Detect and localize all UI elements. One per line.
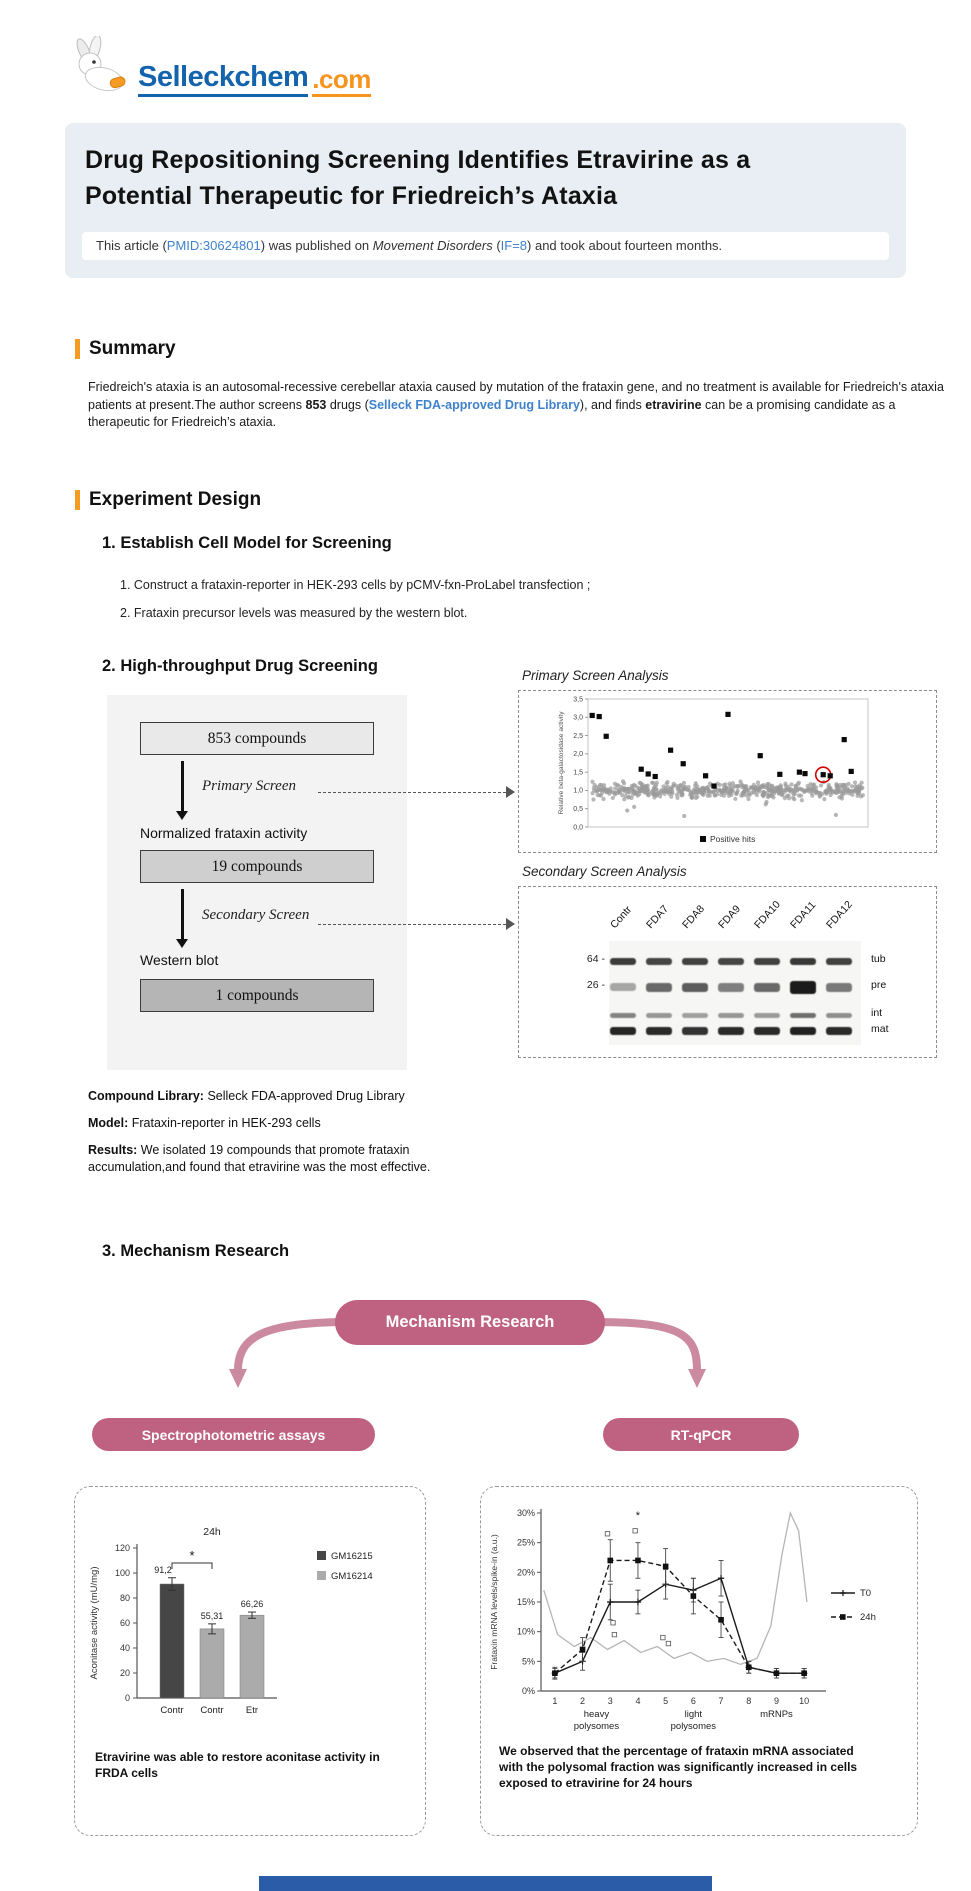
summary-bold-etravirine: etravirine xyxy=(645,397,702,412)
svg-text:Contr: Contr xyxy=(200,1705,224,1716)
svg-text:30%: 30% xyxy=(516,1508,535,1518)
aconitase-bar-chart xyxy=(77,1493,423,1741)
polysome-figure-box xyxy=(480,1486,918,1836)
down-arrow xyxy=(181,889,184,939)
svg-text:heavy: heavy xyxy=(583,1709,610,1720)
compound-library-line xyxy=(88,1088,436,1105)
article-meta-bar xyxy=(82,232,889,260)
blot-lane-label: FDA12 xyxy=(824,898,855,931)
meta-text: ( xyxy=(492,238,501,253)
summary-paragraph xyxy=(88,379,950,432)
svg-text:0,5: 0,5 xyxy=(573,806,583,814)
svg-text:*: * xyxy=(189,1548,195,1563)
blot-band xyxy=(826,1027,852,1035)
summary-heading-text: Summary xyxy=(89,338,176,359)
svg-text:Etr: Etr xyxy=(245,1705,259,1716)
svg-text:*: * xyxy=(635,1509,641,1522)
primary-screen-label: Primary Screen xyxy=(202,778,296,794)
drug-library-link[interactable]: Selleck FDA-approved Drug Library xyxy=(368,397,580,412)
compound-library-label: Compound Library: xyxy=(88,1089,204,1103)
svg-text:15%: 15% xyxy=(516,1597,535,1607)
aconitase-figure-box xyxy=(74,1486,426,1836)
normalized-frataxin-activity-label: Normalized frataxin activity xyxy=(140,825,308,841)
svg-text:10%: 10% xyxy=(516,1626,535,1637)
svg-text:light: light xyxy=(684,1709,703,1720)
beta-galactosidase-scatter-plot xyxy=(519,691,933,848)
blot-band xyxy=(754,1027,780,1035)
dashed-connector-line xyxy=(318,924,506,925)
study-info-block xyxy=(88,1088,436,1186)
svg-text:24h: 24h xyxy=(203,1526,221,1538)
svg-text:91,2: 91,2 xyxy=(154,1564,172,1575)
svg-text:Frataxin mRNA levels/spike-in: Frataxin mRNA levels/spike-in (a.u.) xyxy=(489,1534,499,1670)
blot-band xyxy=(646,983,672,992)
down-arrow xyxy=(181,761,184,811)
svg-text:0,0: 0,0 xyxy=(573,824,583,832)
svg-text:40: 40 xyxy=(119,1643,130,1653)
blot-band-label: mat xyxy=(871,1023,889,1035)
svg-text:5%: 5% xyxy=(521,1656,535,1667)
meta-text: This article ( xyxy=(96,238,167,253)
blot-band xyxy=(790,1027,816,1035)
summary-text-seg: ), and finds xyxy=(579,397,646,412)
svg-text:1: 1 xyxy=(552,1696,558,1706)
blot-lane-label: FDA10 xyxy=(752,898,783,931)
blot-band xyxy=(682,1013,708,1018)
svg-text:polysomes: polysomes xyxy=(670,1721,717,1732)
experiment-design-heading-text: Experiment Design xyxy=(89,489,262,510)
western-blot-image xyxy=(519,887,936,1057)
page-title-line2: Potential Therapeutic for Friedreich’s Ataxia xyxy=(85,182,618,210)
blot-lane-label: Contr xyxy=(608,903,635,931)
blot-band xyxy=(826,958,852,965)
model-line xyxy=(88,1115,436,1132)
blot-band xyxy=(610,983,636,991)
meta-text: ) and took about fourteen months. xyxy=(527,238,723,253)
blot-band xyxy=(826,1013,852,1018)
blot-lane-label: FDA7 xyxy=(644,903,671,931)
summary-heading xyxy=(75,338,176,360)
svg-text:GM16215: GM16215 xyxy=(331,1551,373,1562)
svg-text:20: 20 xyxy=(119,1668,130,1678)
svg-text:120: 120 xyxy=(114,1543,130,1553)
title-box xyxy=(65,123,906,278)
blot-band-label: pre xyxy=(871,979,887,991)
rabbit-mascot-icon xyxy=(64,36,134,97)
section-1-title: 1. Establish Cell Model for Screening xyxy=(102,534,392,552)
orange-accent-bar xyxy=(75,490,80,510)
aconitase-figure-caption: Etravirine was able to restore aconitase activity in FRDA cells xyxy=(95,1750,380,1780)
footer-bar xyxy=(259,1876,712,1891)
frataxin-mrna-line-chart xyxy=(483,1491,915,1741)
svg-text:T0: T0 xyxy=(860,1588,872,1599)
logo-tld-text: .com xyxy=(312,66,371,97)
svg-text:0: 0 xyxy=(124,1693,130,1703)
journal-name: Movement Disorders xyxy=(372,238,493,253)
blot-band xyxy=(718,1013,744,1018)
svg-text:Positive hits: Positive hits xyxy=(710,834,756,844)
svg-text:80: 80 xyxy=(119,1593,130,1603)
dashed-connector-arrowhead xyxy=(506,786,515,798)
svg-text:2: 2 xyxy=(580,1696,586,1706)
svg-text:55,31: 55,31 xyxy=(200,1610,224,1621)
blot-band xyxy=(790,981,816,994)
blot-band xyxy=(610,1013,636,1018)
section-2-title: 2. High-throughput Drug Screening xyxy=(102,657,378,675)
svg-text:polysomes: polysomes xyxy=(573,1721,620,1732)
blot-band xyxy=(718,983,744,992)
flow-box-853-compounds: 853 compounds xyxy=(140,722,374,755)
blot-band xyxy=(610,958,636,965)
blot-band xyxy=(610,1027,636,1035)
svg-text:1,5: 1,5 xyxy=(573,769,583,777)
model-label: Model: xyxy=(88,1116,129,1130)
experiment-step-2: 2. Frataxin precursor levels was measured by the western blot. xyxy=(120,606,468,620)
svg-text:8: 8 xyxy=(746,1696,752,1706)
blot-band xyxy=(682,958,708,965)
svg-text:6: 6 xyxy=(690,1696,696,1706)
svg-text:66,26: 66,26 xyxy=(240,1599,264,1610)
blot-lane-label: FDA9 xyxy=(716,903,743,931)
svg-text:9: 9 xyxy=(773,1696,779,1706)
svg-text:Contr: Contr xyxy=(160,1705,184,1716)
svg-text:4: 4 xyxy=(635,1696,641,1706)
svg-text:mRNPs: mRNPs xyxy=(760,1709,793,1720)
primary-screen-caption: Primary Screen Analysis xyxy=(522,668,669,683)
blot-band xyxy=(754,1013,780,1018)
section-3-title: 3. Mechanism Research xyxy=(102,1242,290,1260)
blot-band xyxy=(718,958,744,965)
svg-text:Aconitase activity (mU/mg): Aconitase activity (mU/mg) xyxy=(89,1566,100,1680)
results-line xyxy=(88,1142,436,1176)
summary-text-seg: drugs ( xyxy=(326,397,369,412)
blot-band xyxy=(682,1027,708,1035)
svg-text:GM16214: GM16214 xyxy=(331,1571,373,1582)
blot-band xyxy=(754,958,780,965)
mechanism-research-pill: Mechanism Research xyxy=(335,1300,605,1345)
spectrophotometric-assays-pill: Spectrophotometric assays xyxy=(92,1418,375,1451)
blot-band xyxy=(646,1013,672,1018)
blot-band xyxy=(754,983,780,992)
impact-factor-link[interactable]: IF=8 xyxy=(500,238,528,253)
results-label: Results: xyxy=(88,1143,138,1157)
rt-qpcr-pill: RT-qPCR xyxy=(603,1418,799,1451)
secondary-screen-caption: Secondary Screen Analysis xyxy=(522,864,687,879)
svg-text:24h: 24h xyxy=(860,1612,876,1623)
summary-text-seg: Friedreich's ataxia is an autosomal-recessive cerebellar ataxia caused by mutation of the frataxin gene, and no treatment is available for Friedreich's ataxia patients at present.The author screens xyxy=(88,380,944,412)
summary-bold-853: 853 xyxy=(305,397,327,412)
svg-text:0%: 0% xyxy=(521,1686,535,1696)
secondary-screen-label: Secondary Screen xyxy=(202,907,310,923)
pmid-link[interactable]: PMID:30624801 xyxy=(166,238,261,253)
molecular-weight-marker: 64 - xyxy=(586,953,605,965)
blot-band xyxy=(718,1027,744,1035)
blot-band xyxy=(646,958,672,965)
results-value: We isolated 19 compounds that promote frataxin accumulation,and found that etravirine was the most effective. xyxy=(88,1143,431,1174)
svg-text:2,0: 2,0 xyxy=(573,751,583,759)
svg-text:20%: 20% xyxy=(516,1567,535,1578)
svg-text:Relative beta-galactosidase ac: Relative beta-galactosidase activity xyxy=(558,711,565,815)
blot-band xyxy=(790,1013,816,1018)
blot-band xyxy=(646,1027,672,1035)
svg-text:1,0: 1,0 xyxy=(573,787,583,795)
blot-lane-label: FDA8 xyxy=(680,903,707,931)
svg-text:10: 10 xyxy=(799,1696,810,1706)
selleckchem-logo[interactable] xyxy=(64,36,371,97)
meta-text: ) was published on xyxy=(260,238,373,253)
blot-band xyxy=(826,983,852,992)
dashed-connector-line xyxy=(318,792,506,793)
flow-box-1-compound: 1 compounds xyxy=(140,979,374,1012)
blot-band xyxy=(790,958,816,965)
blot-lane-label: FDA11 xyxy=(788,899,819,931)
dashed-connector-arrowhead xyxy=(506,918,515,930)
primary-screen-figure xyxy=(518,690,937,853)
blot-band-label: int xyxy=(871,1007,883,1019)
svg-text:100: 100 xyxy=(114,1568,130,1578)
polysome-figure-caption: We observed that the percentage of frataxin mRNA associated with the polysomal fraction was significantly increased in cells exposed to etravirine for 24 hours xyxy=(499,1744,858,1790)
page-title-line1: Drug Repositioning Screening Identifies Etravirine as a xyxy=(85,146,751,174)
summary-text-seg: can be a promising candidate as a therapeutic for Friedreich’s ataxia. xyxy=(88,397,896,429)
compound-library-value: Selleck FDA-approved Drug Library xyxy=(203,1089,405,1103)
svg-text:3,0: 3,0 xyxy=(573,714,583,722)
orange-accent-bar xyxy=(75,339,80,359)
svg-text:5: 5 xyxy=(663,1696,669,1706)
molecular-weight-marker: 26 - xyxy=(586,979,605,991)
blot-band-label: tub xyxy=(871,953,886,965)
svg-text:2,5: 2,5 xyxy=(573,732,583,740)
experiment-step-1: 1. Construct a frataxin-reporter in HEK-293 cells by pCMV-fxn-ProLabel transfection ; xyxy=(120,578,591,592)
screening-flowchart xyxy=(107,695,407,1070)
svg-text:3,5: 3,5 xyxy=(573,696,583,704)
page-title xyxy=(85,142,750,214)
svg-text:3: 3 xyxy=(607,1696,613,1706)
blot-band xyxy=(682,983,708,992)
logo-brand-text: Selleckchem xyxy=(138,63,308,97)
model-value: Frataxin-reporter in HEK-293 cells xyxy=(128,1116,321,1130)
western-blot-label: Western blot xyxy=(140,952,219,968)
flow-box-19-compounds: 19 compounds xyxy=(140,850,374,883)
svg-text:25%: 25% xyxy=(516,1537,535,1548)
svg-text:60: 60 xyxy=(119,1618,130,1628)
secondary-screen-figure xyxy=(518,886,937,1058)
experiment-design-heading xyxy=(75,489,261,511)
svg-text:7: 7 xyxy=(718,1696,724,1706)
